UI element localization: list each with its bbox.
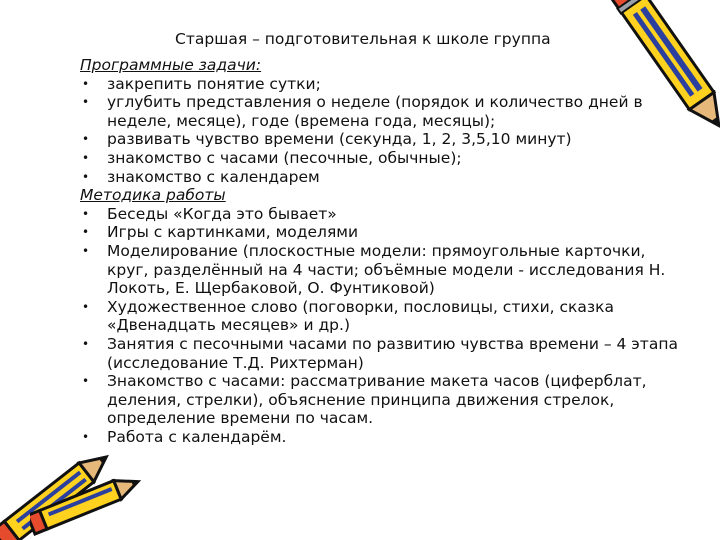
list-item: • Игры с картинками, моделями — [82, 223, 359, 242]
list-item: • Знакомство с часами: рассматривание макета часов (циферблат, деления, стрелки), объяснение принципа движения стрелок, определение времени по часам. — [82, 372, 647, 428]
bullet-icon: • — [82, 95, 90, 110]
bullet-list — [80, 205, 680, 447]
section-heading: Программные задачи: — [80, 56, 262, 74]
bullet-list — [80, 75, 680, 187]
list-item: • развивать чувство времени (секунда, 1, 2, 3,5,10 минут) — [82, 130, 572, 149]
list-item: • Занятия с песочными часами по развитию чувства времени – 4 этапа (исследование Т.Д. Рихтерман) — [82, 334, 678, 372]
list-item: • знакомство с часами (песочные, обычные); — [82, 148, 462, 167]
bullet-icon: • — [82, 374, 90, 389]
bullet-icon: • — [82, 225, 90, 240]
list-item: • Художественное слово (поговорки, пословицы, стихи, сказка «Двенадцать месяцев» и др.) — [82, 297, 615, 335]
slide-title: Старшая – подготовительная к школе группа — [175, 30, 551, 48]
list-item: • Работа с календарём. — [82, 427, 287, 446]
list-item: • закрепить понятие сутки; — [82, 74, 321, 93]
list-item: • Беседы «Когда это бывает» — [82, 204, 337, 223]
list-item: • Моделирование (плоскостные модели: прямоугольные карточки, круг, разделённый на 4 части; объёмные модели - исследования Н. Локоть, Е. Щербаковой, О. Фунтиковой) — [82, 241, 666, 298]
bullet-icon: • — [82, 243, 90, 258]
section-heading: Методика работы — [80, 186, 226, 205]
list-item: • углубить представления о неделе (порядок и количество дней в неделе, месяце), годе (времена года, месяцы); — [82, 93, 643, 130]
bullet-icon: • — [82, 150, 90, 165]
bullet-icon: • — [82, 169, 90, 184]
list-item: • знакомство с календарем — [82, 167, 320, 186]
pencil-icon — [30, 455, 150, 540]
bullet-icon: • — [82, 299, 90, 314]
bullet-icon: • — [82, 76, 90, 91]
bullet-icon: • — [82, 336, 90, 351]
bullet-icon: • — [82, 132, 90, 147]
bullet-icon: • — [82, 429, 90, 444]
bullet-icon: • — [82, 206, 90, 221]
slide-content — [80, 56, 680, 446]
